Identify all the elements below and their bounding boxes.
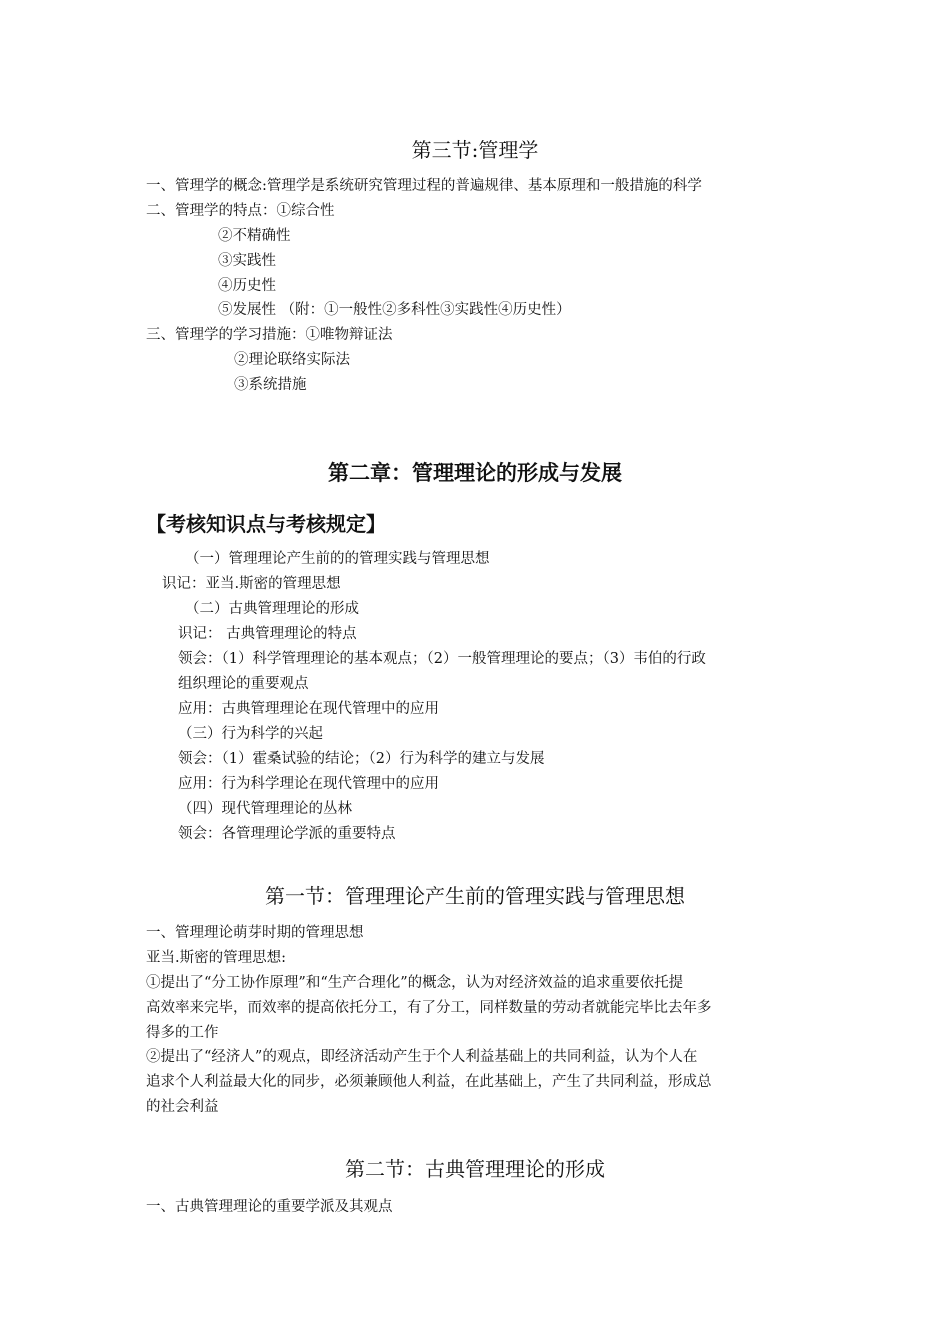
section3-line: ②不精确性	[218, 228, 291, 244]
section3-line: ④历史性	[218, 278, 276, 294]
section1-line: 追求个人利益最大化的同步，必须兼顾他人利益，在此基础上，产生了共同利益，形成总	[146, 1074, 712, 1090]
exam-line: 识记：亚当.斯密的管理思想	[162, 576, 341, 592]
section2-title: 第二节：古典管理理论的形成	[345, 1157, 605, 1181]
exam-line: 应用：行为科学理论在现代管理中的应用	[178, 776, 439, 792]
section3-line: ②理论联络实际法	[234, 352, 350, 368]
section3-line: 三、管理学的学习措施：①唯物辩证法	[146, 327, 393, 343]
exam-line: （二）古典管理理论的形成	[185, 601, 359, 617]
section2-line: 一、古典管理理论的重要学派及其观点	[146, 1199, 393, 1215]
exam-line: 组织理论的重要观点	[178, 676, 309, 692]
section1-line: 高效率来完毕，而效率的提高依托分工，有了分工，同样数量的劳动者就能完毕比去年多	[146, 1000, 712, 1016]
exam-line: 领会：各管理理论学派的重要特点	[178, 826, 396, 842]
exam-heading: 【考核知识点与考核规定】	[146, 512, 386, 536]
section3-line: 二、管理学的特点：①综合性	[146, 203, 335, 219]
exam-line: （三）行为科学的兴起	[178, 726, 323, 742]
section3-line: ③系统措施	[234, 377, 307, 393]
exam-line: 领会：（1）霍桑试验的结论；（2）行为科学的建立与发展	[178, 751, 545, 767]
section1-title: 第一节：管理理论产生前的管理实践与管理思想	[265, 884, 685, 908]
exam-line: 应用：古典管理理论在现代管理中的应用	[178, 701, 439, 717]
exam-line: （一）管理理论产生前的的管理实践与管理思想	[185, 551, 490, 567]
section3-line: 一、管理学的概念:管理学是系统研究管理过程的普遍规律、基本原理和一般措施的科学	[146, 178, 702, 194]
exam-line: 领会：（1）科学管理理论的基本观点；（2）一般管理理论的要点；（3）韦伯的行政	[178, 651, 706, 667]
section1-line: ②提出了“经济人”的观点，即经济活动产生于个人利益基础上的共同利益，认为个人在	[146, 1049, 698, 1065]
section1-line: 一、管理理论萌芽时期的管理思想	[146, 925, 364, 941]
section1-line: 亚当.斯密的管理思想:	[146, 950, 286, 966]
section1-line: ①提出了“分工协作原理”和“生产合理化”的概念，认为对经济效益的追求重要依托提	[146, 975, 684, 991]
section3-line: ③实践性	[218, 253, 276, 269]
exam-line: 识记： 古典管理理论的特点	[178, 626, 357, 642]
section3-line: ⑤发展性 （附：①一般性②多科性③实践性④历史性）	[218, 302, 571, 318]
exam-line: （四）现代管理理论的丛林	[178, 801, 352, 817]
section3-title: 第三节:管理学	[411, 138, 539, 162]
section1-line: 得多的工作	[146, 1025, 219, 1041]
chapter2-title: 第二章：管理理论的形成与发展	[328, 460, 622, 485]
section1-line: 的社会利益	[146, 1099, 219, 1115]
